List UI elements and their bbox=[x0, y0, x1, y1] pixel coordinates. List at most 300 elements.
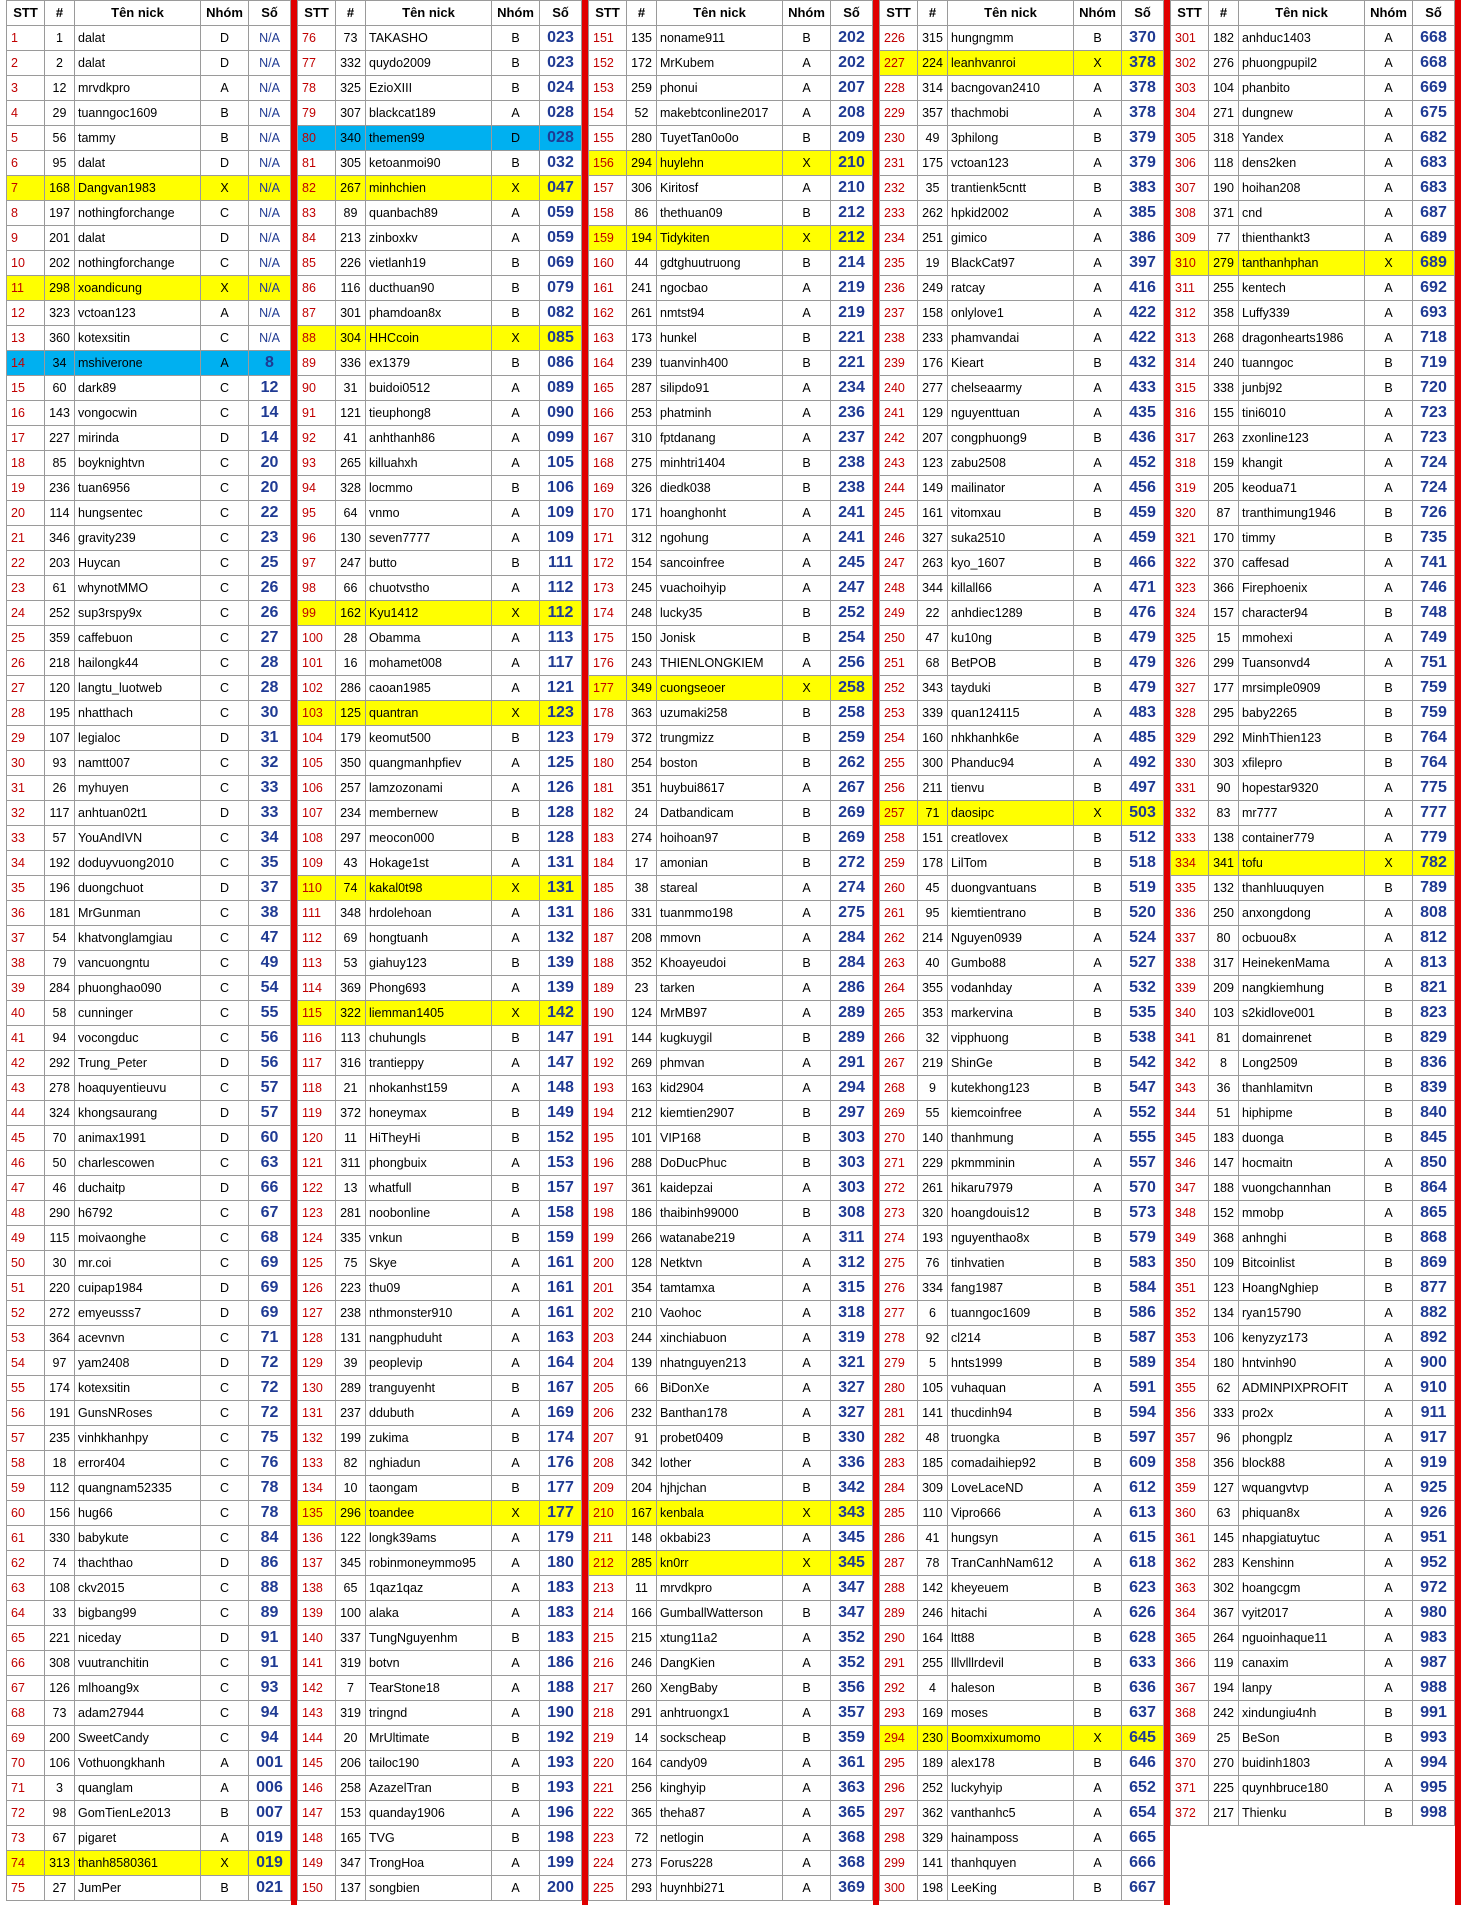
cell-stt: 117 bbox=[298, 1051, 336, 1076]
cell-id: 266 bbox=[627, 1226, 657, 1251]
cell-score: N/A bbox=[249, 101, 291, 126]
header-nick: Tên nick bbox=[75, 1, 201, 26]
cell-group: A bbox=[1365, 1751, 1413, 1776]
cell-score: 210 bbox=[831, 176, 873, 201]
cell-nick: MrUltimate bbox=[366, 1726, 492, 1751]
cell-stt: 24 bbox=[7, 601, 45, 626]
cell-id: 154 bbox=[627, 551, 657, 576]
cell-group: B bbox=[783, 701, 831, 726]
table-row bbox=[1171, 1501, 1455, 1526]
cell-id: 153 bbox=[336, 1801, 366, 1826]
cell-score: 001 bbox=[249, 1751, 291, 1776]
cell-nick: amonian bbox=[657, 851, 783, 876]
cell-stt: 279 bbox=[880, 1351, 918, 1376]
cell-group: B bbox=[1074, 1451, 1122, 1476]
cell-score: 78 bbox=[249, 1501, 291, 1526]
cell-nick: probet0409 bbox=[657, 1426, 783, 1451]
cell-group: B bbox=[1365, 726, 1413, 751]
cell-group: B bbox=[1365, 1726, 1413, 1751]
cell-id: 122 bbox=[336, 1526, 366, 1551]
cell-stt: 218 bbox=[589, 1701, 627, 1726]
table-row bbox=[589, 1376, 873, 1401]
cell-score: 131 bbox=[540, 876, 582, 901]
cell-group: B bbox=[783, 751, 831, 776]
cell-stt: 102 bbox=[298, 676, 336, 701]
table-row bbox=[298, 951, 582, 976]
cell-stt: 192 bbox=[589, 1051, 627, 1076]
cell-nick: trantienk5cntt bbox=[948, 176, 1074, 201]
cell-id: 208 bbox=[627, 926, 657, 951]
cell-nick: ADMINPIXPROFIT bbox=[1239, 1376, 1365, 1401]
cell-group: A bbox=[1365, 901, 1413, 926]
cell-score: 192 bbox=[540, 1726, 582, 1751]
cell-id: 344 bbox=[918, 576, 948, 601]
cell-score: 177 bbox=[540, 1501, 582, 1526]
cell-score: 586 bbox=[1122, 1301, 1164, 1326]
cell-score: 125 bbox=[540, 751, 582, 776]
cell-nick: mmohexi bbox=[1239, 626, 1365, 651]
cell-stt: 295 bbox=[880, 1751, 918, 1776]
cell-id: 90 bbox=[1209, 776, 1239, 801]
cell-id: 156 bbox=[45, 1501, 75, 1526]
cell-group: C bbox=[201, 1326, 249, 1351]
cell-stt: 86 bbox=[298, 276, 336, 301]
table-row bbox=[589, 151, 873, 176]
cell-id: 29 bbox=[45, 101, 75, 126]
cell-group: A bbox=[783, 901, 831, 926]
table-row bbox=[589, 476, 873, 501]
table-row bbox=[1171, 801, 1455, 826]
cell-score: 436 bbox=[1122, 426, 1164, 451]
cell-score: 121 bbox=[540, 676, 582, 701]
cell-stt: 3 bbox=[7, 76, 45, 101]
cell-stt: 78 bbox=[298, 76, 336, 101]
table-row bbox=[1171, 301, 1455, 326]
table-row bbox=[589, 1601, 873, 1626]
cell-group: A bbox=[1365, 276, 1413, 301]
cell-nick: duongvantuans bbox=[948, 876, 1074, 901]
table-row bbox=[7, 1701, 291, 1726]
cell-id: 113 bbox=[336, 1026, 366, 1051]
cell-stt: 130 bbox=[298, 1376, 336, 1401]
cell-score: 190 bbox=[540, 1701, 582, 1726]
cell-id: 11 bbox=[627, 1576, 657, 1601]
cell-nick: hunkel bbox=[657, 326, 783, 351]
cell-nick: xoandicung bbox=[75, 276, 201, 301]
cell-group: X bbox=[783, 676, 831, 701]
cell-group: D bbox=[201, 801, 249, 826]
cell-stt: 9 bbox=[7, 226, 45, 251]
cell-stt: 175 bbox=[589, 626, 627, 651]
cell-stt: 258 bbox=[880, 826, 918, 851]
cell-id: 285 bbox=[627, 1551, 657, 1576]
cell-id: 196 bbox=[45, 876, 75, 901]
cell-group: A bbox=[1365, 1376, 1413, 1401]
cell-nick: hrdolehoan bbox=[366, 901, 492, 926]
cell-id: 139 bbox=[627, 1351, 657, 1376]
table-row bbox=[589, 851, 873, 876]
table-row bbox=[880, 1126, 1164, 1151]
cell-group: B bbox=[492, 151, 540, 176]
cell-group: B bbox=[492, 551, 540, 576]
table-row bbox=[1171, 726, 1455, 751]
cell-group: A bbox=[783, 501, 831, 526]
cell-stt: 346 bbox=[1171, 1151, 1209, 1176]
cell-score: 69 bbox=[249, 1251, 291, 1276]
cell-score: 207 bbox=[831, 76, 873, 101]
cell-id: 354 bbox=[627, 1276, 657, 1301]
cell-stt: 83 bbox=[298, 201, 336, 226]
table-row bbox=[298, 1626, 582, 1651]
cell-score: 813 bbox=[1413, 951, 1455, 976]
table-row bbox=[7, 1651, 291, 1676]
cell-group: D bbox=[201, 1176, 249, 1201]
cell-score: 284 bbox=[831, 951, 873, 976]
cell-score: 284 bbox=[831, 926, 873, 951]
cell-nick: mr777 bbox=[1239, 801, 1365, 826]
cell-id: 268 bbox=[1209, 326, 1239, 351]
cell-nick: quynhbruce180 bbox=[1239, 1776, 1365, 1801]
cell-group: A bbox=[492, 226, 540, 251]
cell-score: 527 bbox=[1122, 951, 1164, 976]
cell-stt: 341 bbox=[1171, 1026, 1209, 1051]
table-row bbox=[589, 1276, 873, 1301]
cell-stt: 275 bbox=[880, 1251, 918, 1276]
cell-score: 252 bbox=[831, 601, 873, 626]
table-row bbox=[1171, 751, 1455, 776]
cell-stt: 82 bbox=[298, 176, 336, 201]
cell-id: 125 bbox=[336, 701, 366, 726]
cell-score: 245 bbox=[831, 551, 873, 576]
cell-nick: mr.coi bbox=[75, 1251, 201, 1276]
cell-nick: vuutranchitin bbox=[75, 1651, 201, 1676]
cell-id: 161 bbox=[918, 501, 948, 526]
cell-id: 164 bbox=[918, 1626, 948, 1651]
cell-nick: thanhquyen bbox=[948, 1851, 1074, 1876]
cell-stt: 169 bbox=[589, 476, 627, 501]
cell-score: 584 bbox=[1122, 1276, 1164, 1301]
table-row bbox=[880, 1601, 1164, 1626]
cell-nick: animax1991 bbox=[75, 1126, 201, 1151]
cell-group: A bbox=[1365, 1476, 1413, 1501]
table-row bbox=[880, 476, 1164, 501]
table-header-row bbox=[880, 1, 1164, 26]
cell-stt: 43 bbox=[7, 1076, 45, 1101]
cell-stt: 181 bbox=[589, 776, 627, 801]
cell-id: 17 bbox=[627, 851, 657, 876]
cell-group: B bbox=[1074, 126, 1122, 151]
cell-stt: 12 bbox=[7, 301, 45, 326]
cell-score: 368 bbox=[831, 1826, 873, 1851]
table-row bbox=[7, 1501, 291, 1526]
table-row bbox=[7, 1351, 291, 1376]
table-row bbox=[880, 1651, 1164, 1676]
cell-group: X bbox=[492, 876, 540, 901]
cell-group: B bbox=[1074, 651, 1122, 676]
cell-id: 220 bbox=[45, 1276, 75, 1301]
cell-stt: 238 bbox=[880, 326, 918, 351]
cell-group: A bbox=[783, 551, 831, 576]
header-stt: STT bbox=[7, 1, 45, 26]
cell-group: A bbox=[1365, 151, 1413, 176]
cell-stt: 8 bbox=[7, 201, 45, 226]
cell-group: D bbox=[201, 226, 249, 251]
table-row bbox=[880, 401, 1164, 426]
cell-stt: 227 bbox=[880, 51, 918, 76]
cell-score: 383 bbox=[1122, 176, 1164, 201]
table-row bbox=[880, 1326, 1164, 1351]
cell-nick: vnkun bbox=[366, 1226, 492, 1251]
cell-stt: 15 bbox=[7, 376, 45, 401]
table-row bbox=[298, 76, 582, 101]
cell-stt: 241 bbox=[880, 401, 918, 426]
cell-nick: Luffy339 bbox=[1239, 301, 1365, 326]
table-row bbox=[298, 1551, 582, 1576]
cell-stt: 203 bbox=[589, 1326, 627, 1351]
cell-score: 38 bbox=[249, 901, 291, 926]
cell-group: X bbox=[492, 326, 540, 351]
table-row bbox=[7, 1451, 291, 1476]
cell-stt: 355 bbox=[1171, 1376, 1209, 1401]
cell-id: 359 bbox=[45, 626, 75, 651]
table-row bbox=[298, 526, 582, 551]
table-row bbox=[589, 1476, 873, 1501]
cell-id: 288 bbox=[627, 1151, 657, 1176]
table-row bbox=[7, 1151, 291, 1176]
cell-id: 163 bbox=[627, 1076, 657, 1101]
cell-id: 106 bbox=[1209, 1326, 1239, 1351]
cell-stt: 35 bbox=[7, 876, 45, 901]
cell-stt: 28 bbox=[7, 701, 45, 726]
cell-nick: minhtri1404 bbox=[657, 451, 783, 476]
cell-id: 320 bbox=[918, 1201, 948, 1226]
cell-score: 153 bbox=[540, 1151, 582, 1176]
cell-stt: 190 bbox=[589, 1001, 627, 1026]
cell-score: 823 bbox=[1413, 1001, 1455, 1026]
table-row bbox=[7, 1751, 291, 1776]
cell-id: 293 bbox=[627, 1876, 657, 1901]
cell-score: 321 bbox=[831, 1351, 873, 1376]
cell-score: 345 bbox=[831, 1526, 873, 1551]
table-row bbox=[7, 851, 291, 876]
table-row bbox=[298, 1576, 582, 1601]
cell-score: 925 bbox=[1413, 1476, 1455, 1501]
cell-id: 342 bbox=[627, 1451, 657, 1476]
cell-stt: 153 bbox=[589, 76, 627, 101]
cell-stt: 136 bbox=[298, 1526, 336, 1551]
cell-id: 11 bbox=[336, 1126, 366, 1151]
table-row bbox=[298, 576, 582, 601]
cell-score: 86 bbox=[249, 1551, 291, 1576]
table-row bbox=[880, 1576, 1164, 1601]
cell-score: 88 bbox=[249, 1576, 291, 1601]
table-row bbox=[589, 951, 873, 976]
table-row bbox=[1171, 1676, 1455, 1701]
cell-group: A bbox=[783, 301, 831, 326]
cell-score: 112 bbox=[540, 576, 582, 601]
cell-id: 194 bbox=[1209, 1676, 1239, 1701]
cell-group: D bbox=[201, 1301, 249, 1326]
cell-id: 243 bbox=[627, 651, 657, 676]
cell-group: B bbox=[1074, 1751, 1122, 1776]
cell-group: A bbox=[492, 1876, 540, 1901]
cell-group: B bbox=[492, 1726, 540, 1751]
cell-id: 317 bbox=[1209, 951, 1239, 976]
cell-nick: hopestar9320 bbox=[1239, 776, 1365, 801]
cell-group: C bbox=[201, 1426, 249, 1451]
cell-stt: 172 bbox=[589, 551, 627, 576]
cell-score: 987 bbox=[1413, 1651, 1455, 1676]
cell-id: 349 bbox=[627, 676, 657, 701]
cell-score: 019 bbox=[249, 1851, 291, 1876]
cell-group: C bbox=[201, 1476, 249, 1501]
cell-nick: haleson bbox=[948, 1676, 1074, 1701]
cell-group: B bbox=[783, 26, 831, 51]
cell-stt: 84 bbox=[298, 226, 336, 251]
cell-group: A bbox=[783, 1451, 831, 1476]
cell-id: 205 bbox=[1209, 476, 1239, 501]
cell-stt: 302 bbox=[1171, 51, 1209, 76]
cell-id: 256 bbox=[627, 1776, 657, 1801]
column-separator bbox=[1455, 0, 1461, 1905]
cell-score: 27 bbox=[249, 626, 291, 651]
cell-group: D bbox=[201, 1051, 249, 1076]
cell-score: 723 bbox=[1413, 426, 1455, 451]
cell-stt: 240 bbox=[880, 376, 918, 401]
cell-id: 215 bbox=[627, 1626, 657, 1651]
cell-group: C bbox=[201, 251, 249, 276]
cell-id: 27 bbox=[45, 1876, 75, 1901]
cell-score: 466 bbox=[1122, 551, 1164, 576]
cell-nick: comadaihiep92 bbox=[948, 1451, 1074, 1476]
cell-score: 148 bbox=[540, 1076, 582, 1101]
cell-id: 363 bbox=[627, 701, 657, 726]
cell-group: A bbox=[492, 1051, 540, 1076]
cell-group: C bbox=[201, 751, 249, 776]
cell-group: A bbox=[1365, 126, 1413, 151]
cell-score: 416 bbox=[1122, 276, 1164, 301]
table-row bbox=[1171, 426, 1455, 451]
cell-id: 270 bbox=[1209, 1751, 1239, 1776]
cell-stt: 372 bbox=[1171, 1801, 1209, 1826]
cell-nick: Kieart bbox=[948, 351, 1074, 376]
cell-group: A bbox=[492, 1801, 540, 1826]
cell-group: B bbox=[783, 1101, 831, 1126]
cell-score: 497 bbox=[1122, 776, 1164, 801]
cell-id: 303 bbox=[1209, 751, 1239, 776]
cell-stt: 23 bbox=[7, 576, 45, 601]
table-row bbox=[7, 326, 291, 351]
cell-stt: 318 bbox=[1171, 451, 1209, 476]
cell-nick: thachthao bbox=[75, 1551, 201, 1576]
cell-group: B bbox=[1074, 1201, 1122, 1226]
cell-score: 286 bbox=[831, 976, 873, 1001]
cell-score: 26 bbox=[249, 576, 291, 601]
cell-score: 56 bbox=[249, 1051, 291, 1076]
cell-score: 007 bbox=[249, 1801, 291, 1826]
cell-score: 174 bbox=[540, 1426, 582, 1451]
cell-nick: TuyetTan0o0o bbox=[657, 126, 783, 151]
table-row bbox=[298, 476, 582, 501]
table-row bbox=[589, 726, 873, 751]
cell-group: A bbox=[1074, 976, 1122, 1001]
cell-stt: 256 bbox=[880, 776, 918, 801]
cell-stt: 165 bbox=[589, 376, 627, 401]
cell-id: 66 bbox=[336, 576, 366, 601]
cell-stt: 237 bbox=[880, 301, 918, 326]
cell-group: A bbox=[1074, 1501, 1122, 1526]
cell-stt: 74 bbox=[7, 1851, 45, 1876]
table-row bbox=[7, 1476, 291, 1501]
cell-nick: luckyhyip bbox=[948, 1776, 1074, 1801]
table-row bbox=[7, 201, 291, 226]
cell-group: B bbox=[492, 476, 540, 501]
cell-stt: 92 bbox=[298, 426, 336, 451]
cell-stt: 71 bbox=[7, 1776, 45, 1801]
table-row bbox=[589, 1801, 873, 1826]
cell-nick: kugkuygil bbox=[657, 1026, 783, 1051]
cell-score: 72 bbox=[249, 1351, 291, 1376]
table-row bbox=[298, 876, 582, 901]
table-row bbox=[589, 1451, 873, 1476]
table-row bbox=[298, 1076, 582, 1101]
cell-id: 336 bbox=[336, 351, 366, 376]
cell-score: N/A bbox=[249, 251, 291, 276]
cell-stt: 14 bbox=[7, 351, 45, 376]
cell-nick: GunsNRoses bbox=[75, 1401, 201, 1426]
cell-nick: hailongk44 bbox=[75, 651, 201, 676]
cell-group: A bbox=[783, 1351, 831, 1376]
table-row bbox=[589, 751, 873, 776]
cell-stt: 359 bbox=[1171, 1476, 1209, 1501]
cell-group: A bbox=[1074, 726, 1122, 751]
table-row bbox=[880, 1026, 1164, 1051]
cell-group: A bbox=[492, 526, 540, 551]
cell-stt: 31 bbox=[7, 776, 45, 801]
cell-id: 210 bbox=[627, 1301, 657, 1326]
cell-group: A bbox=[783, 1751, 831, 1776]
cell-nick: BiDonXe bbox=[657, 1376, 783, 1401]
cell-score: 91 bbox=[249, 1626, 291, 1651]
cell-nick: kiemcoinfree bbox=[948, 1101, 1074, 1126]
cell-stt: 2 bbox=[7, 51, 45, 76]
table-row bbox=[7, 601, 291, 626]
cell-id: 314 bbox=[918, 76, 948, 101]
cell-nick: acevnvn bbox=[75, 1326, 201, 1351]
cell-score: 587 bbox=[1122, 1326, 1164, 1351]
cell-stt: 280 bbox=[880, 1376, 918, 1401]
cell-group: B bbox=[783, 1426, 831, 1451]
cell-group: B bbox=[783, 126, 831, 151]
table-row bbox=[1171, 976, 1455, 1001]
table-row bbox=[1171, 1401, 1455, 1426]
cell-score: 892 bbox=[1413, 1326, 1455, 1351]
cell-score: 26 bbox=[249, 601, 291, 626]
cell-nick: Kyu1412 bbox=[366, 601, 492, 626]
cell-id: 19 bbox=[918, 251, 948, 276]
cell-score: 177 bbox=[540, 1476, 582, 1501]
cell-stt: 167 bbox=[589, 426, 627, 451]
cell-id: 341 bbox=[1209, 851, 1239, 876]
cell-group: A bbox=[1365, 1151, 1413, 1176]
table-row bbox=[589, 1726, 873, 1751]
cell-nick: hpkid2002 bbox=[948, 201, 1074, 226]
table-row bbox=[880, 151, 1164, 176]
table-row bbox=[1171, 1351, 1455, 1376]
cell-nick: kotexsitin bbox=[75, 326, 201, 351]
cell-group: B bbox=[1365, 1026, 1413, 1051]
cell-score: 689 bbox=[1413, 251, 1455, 276]
